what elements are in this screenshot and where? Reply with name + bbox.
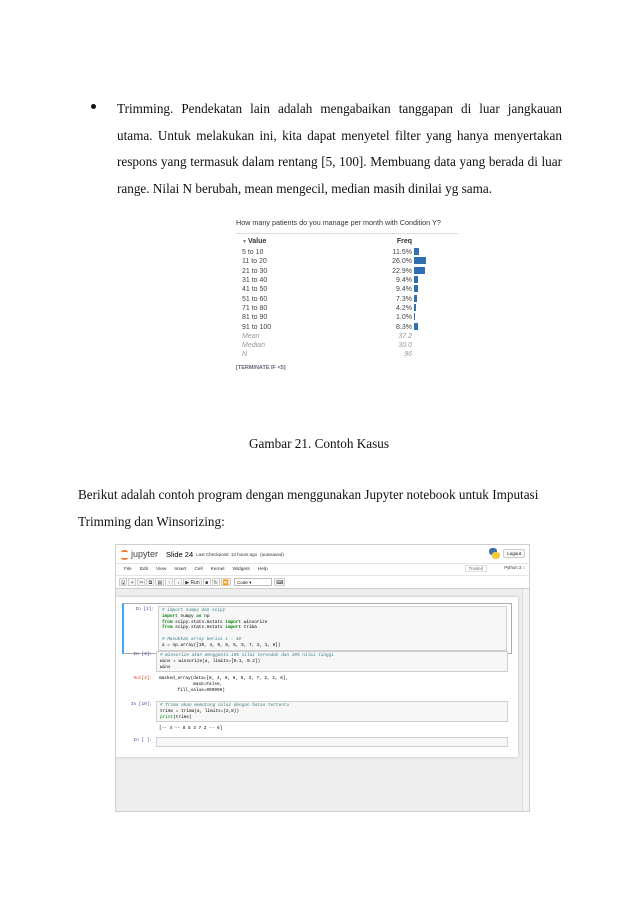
stat-label: Median — [242, 342, 265, 350]
add-cell-icon[interactable]: + — [128, 578, 136, 586]
input-prompt: In [ ]: — [133, 738, 152, 743]
survey-row — [236, 304, 458, 313]
survey-row-freq: 7.3% — [396, 295, 412, 303]
scrollbar[interactable] — [522, 589, 529, 811]
paragraph: Berikut adalah contoh program dengan menggunakan Jupyter notebook untuk Imputasi Trimming dan Winsorizing: — [78, 487, 539, 529]
menu-bar — [116, 563, 529, 575]
jupyter-header — [116, 545, 529, 563]
survey-table-figure — [236, 218, 458, 371]
paste-icon[interactable]: ▤ — [157, 580, 163, 586]
jupyter-logo-icon — [121, 549, 127, 559]
copy-icon[interactable]: ⧉ — [146, 578, 154, 586]
menu-item-edit[interactable]: Edit — [139, 567, 149, 572]
survey-row-freq: 11.5% — [392, 249, 412, 257]
python-logo-icon — [489, 548, 500, 559]
notebook-sheet — [116, 597, 518, 757]
code-text — [160, 739, 504, 745]
output-text: [-- 4 -- 8 5 3 7 2 -- 6] — [159, 726, 223, 731]
bullet-dot — [91, 104, 96, 109]
survey-row-label: 31 to 40 — [242, 277, 268, 285]
terminate-note: [TERMINATE IF <5] — [236, 364, 286, 371]
freq-bar — [414, 323, 418, 330]
survey-stats — [236, 332, 458, 360]
survey-row — [236, 322, 458, 331]
save-icon[interactable]: 🖫 — [121, 580, 126, 586]
menu-item-kernel[interactable]: Kernel — [210, 567, 225, 572]
kernel-indicator: Python 3 ○ — [504, 565, 525, 570]
notebook-title[interactable]: Slide 24 — [166, 549, 194, 559]
stat-label: N — [242, 351, 248, 359]
survey-stat-row — [236, 350, 458, 359]
code-text: # Winsorize akan mengganti 10% nilai terendah dan 20% nilai tinggi wins = winsorize(a, limits=[0.1, 0.2]) wins — [160, 653, 334, 670]
code-text: # import numpy dan scipy import numpy as np from scipy.stats.mstats import winsorize from scipy.stats.mstats import trima # Masukkan array berisi 1 - 10 a = np.array([10, 4, 9, 8, 5, 3, 7, 2, 1, 6]) — [162, 608, 281, 648]
trusted-badge[interactable]: Trusted — [465, 565, 487, 572]
move-down-icon[interactable]: ↓ — [174, 578, 182, 586]
stat-value: 37.2 — [398, 332, 412, 340]
survey-row-label: 71 to 80 — [242, 304, 268, 312]
freq-column-header: Freq — [396, 238, 412, 245]
survey-row-freq: 4.2% — [396, 304, 412, 312]
output-prompt: Out[3]: — [133, 676, 152, 681]
survey-row-freq: 9.4% — [396, 277, 412, 285]
survey-row-label: 21 to 30 — [242, 267, 268, 275]
cell-type-value: Code — [237, 580, 248, 585]
sort-triangle-icon: ▼ — [242, 239, 247, 245]
survey-stat-row — [236, 341, 458, 350]
figure-caption: Gambar 21. Contoh Kasus — [249, 436, 389, 451]
stop-icon[interactable]: ■ — [203, 578, 211, 586]
freq-bar — [414, 248, 419, 255]
freq-bar — [414, 313, 415, 320]
code-cell[interactable] — [122, 735, 512, 749]
toolbar — [116, 575, 529, 589]
survey-stat-row — [236, 332, 458, 341]
survey-row — [236, 248, 458, 257]
kernel-name: Python 3 — [504, 565, 522, 570]
menu-item-help[interactable]: Help — [257, 567, 268, 572]
run-label: Run — [190, 580, 200, 586]
run-button[interactable]: ▶ Run — [185, 580, 200, 586]
cut-icon[interactable]: ✂ — [139, 580, 144, 586]
code-input[interactable] — [156, 737, 508, 747]
code-input[interactable] — [156, 651, 508, 672]
survey-row-label: 51 to 60 — [242, 295, 268, 303]
checkpoint-text: Last Checkpoint: 13 hours ago — [196, 551, 258, 557]
survey-row-label: 91 to 100 — [242, 323, 272, 331]
freq-bar — [414, 295, 417, 302]
menu-item-view[interactable]: View — [156, 567, 167, 572]
survey-row-freq: 22.9% — [392, 267, 412, 275]
cell-type-select[interactable]: Code ▾ — [234, 578, 272, 586]
autosaved-text: (autosaved) — [260, 551, 284, 557]
jupyter-brand: jupyter — [131, 549, 159, 559]
stat-label: Mean — [242, 332, 260, 340]
restart-run-icon[interactable]: ⏩ — [222, 580, 230, 586]
survey-row-freq: 9.4% — [396, 286, 412, 294]
freq-bar — [414, 304, 416, 311]
survey-row — [236, 276, 458, 285]
survey-row — [236, 257, 458, 266]
restart-icon[interactable]: ↻ — [213, 580, 218, 586]
freq-bar — [414, 267, 425, 274]
freq-bar — [414, 257, 426, 264]
notebook-area — [116, 589, 529, 811]
code-input[interactable] — [156, 701, 508, 722]
menu-item-cell[interactable]: Cell — [194, 567, 203, 572]
bullet-text: Trimming. Pendekatan lain adalah mengabaikan tanggapan di luar jangkauan utama. Untuk melakukan ini, kita dapat menyetel filter yang hanya menyertakan respons yang termasuk dalam rentang [5, 100]. Membuang data yang berada di luar range. Nilai N berubah, mean mengecil, median masih dinilai yg sama. — [117, 101, 562, 196]
input-prompt: In [2]: — [135, 607, 154, 612]
survey-row-label: 5 to 10 — [242, 249, 264, 257]
survey-header-row — [236, 238, 458, 248]
survey-row-label: 81 to 90 — [242, 314, 268, 322]
survey-row-freq: 8.3% — [396, 323, 412, 331]
divider — [236, 233, 458, 234]
survey-rows — [236, 248, 458, 332]
keyboard-icon[interactable]: ⌨ — [276, 580, 284, 586]
survey-row — [236, 313, 458, 322]
code-cell[interactable] — [122, 649, 512, 674]
output-cell — [122, 673, 512, 698]
menu-item-insert[interactable]: Insert — [174, 567, 187, 572]
stat-value: 96 — [404, 351, 412, 359]
jupyter-screenshot — [115, 544, 530, 812]
menu-item-widgets[interactable]: Widgets — [232, 567, 250, 572]
menu-item-file[interactable]: File — [124, 567, 132, 572]
code-input[interactable] — [158, 606, 507, 651]
survey-row-label: 11 to 20 — [242, 258, 267, 266]
bullet-item-trimming — [92, 96, 562, 202]
input-prompt: In [3]: — [133, 652, 152, 657]
survey-row-freq: 1.0% — [396, 314, 412, 322]
code-text: # Trima akan memotong nilai dengan batas tertentu trims = trima(a, limits=(2,8)) print(trims) — [160, 703, 290, 720]
survey-row-label: 41 to 50 — [242, 286, 268, 294]
logout-button[interactable]: Logout — [503, 549, 525, 558]
code-cell[interactable] — [122, 699, 512, 724]
input-prompt: In [10]: — [130, 702, 152, 707]
value-column-header: Value — [247, 238, 267, 245]
survey-row — [236, 294, 458, 303]
survey-row — [236, 267, 458, 276]
stat-value: 30.0 — [398, 342, 412, 350]
output-text: masked_array(data=[8, 4, 8, 8, 5, 3, 7, 2, 2, 6], mask=False, fill_value=999999) — [159, 676, 289, 693]
freq-bar — [414, 285, 418, 292]
survey-question: How many patients do you manage per month with Condition Y? — [236, 218, 441, 227]
survey-row — [236, 285, 458, 294]
survey-row-freq: 26.0% — [392, 258, 412, 266]
code-cell[interactable] — [122, 603, 512, 654]
move-up-icon[interactable]: ↑ — [165, 578, 173, 586]
freq-bar — [414, 276, 418, 283]
